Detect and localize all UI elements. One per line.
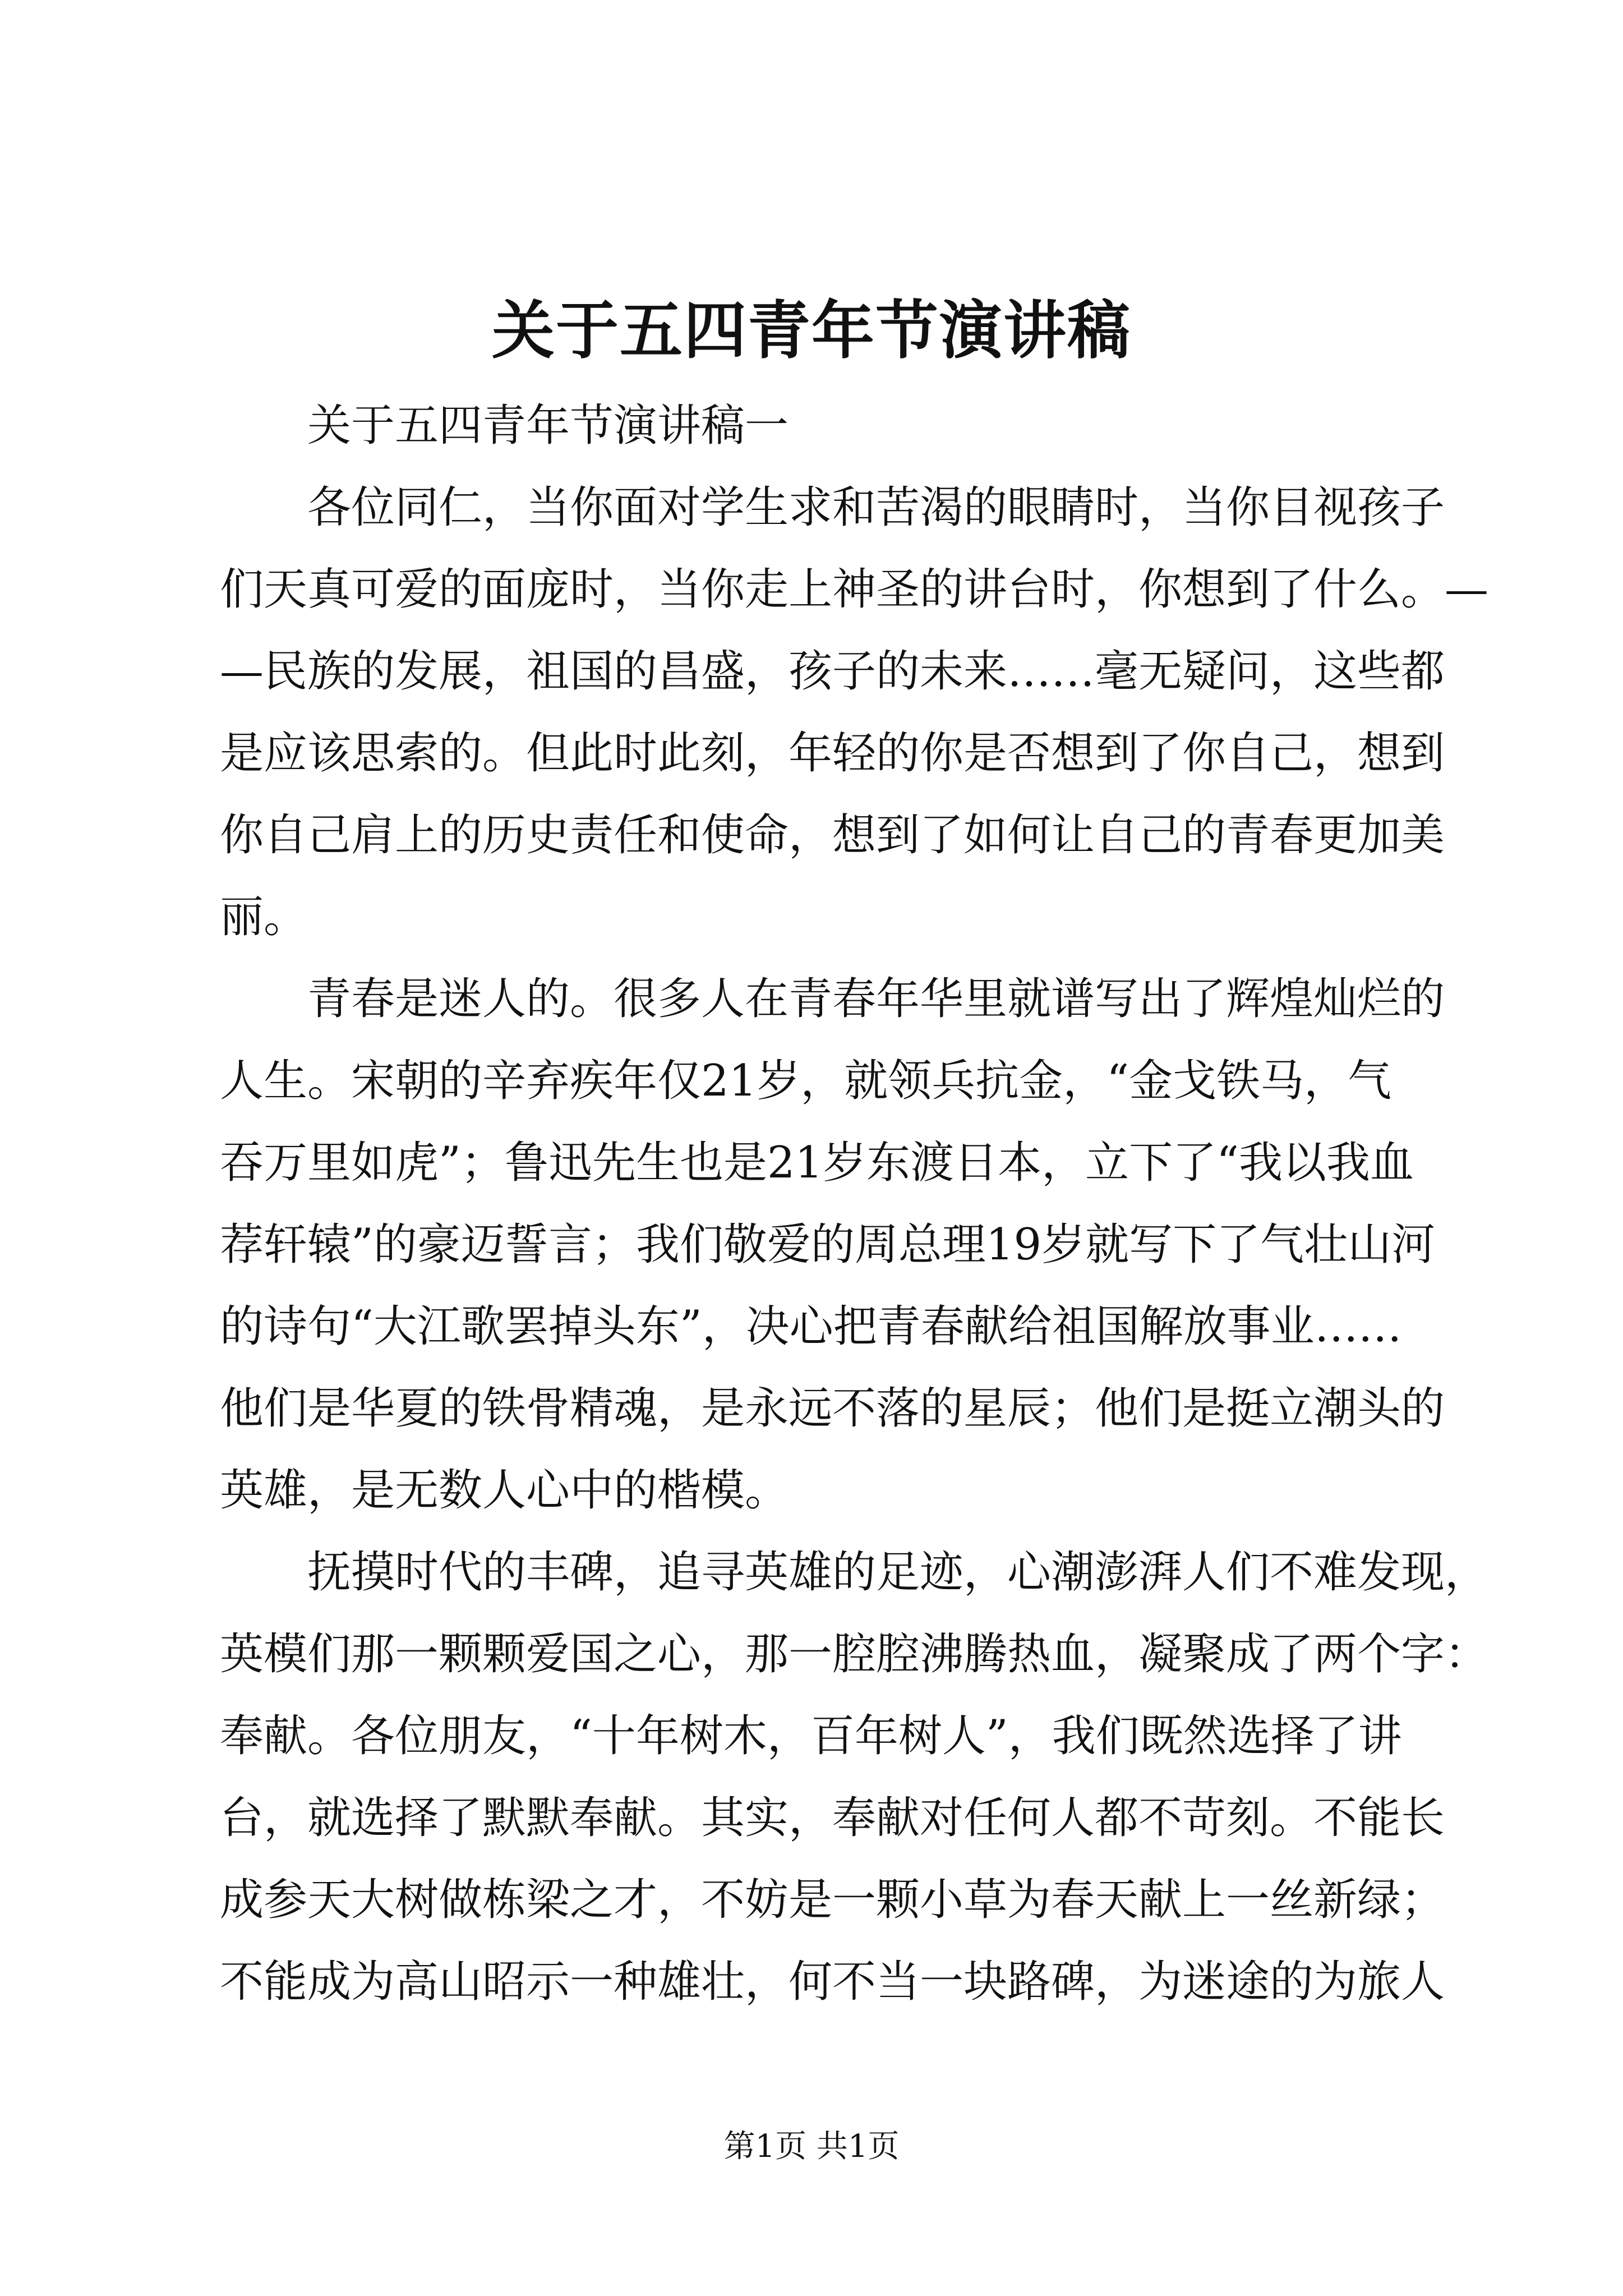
paragraph-line: 的诗句“大江歌罢掉头东”，决心把青春献给祖国解放事业…… <box>220 1301 1402 1352</box>
paragraph-line: 丽。 <box>220 892 308 942</box>
paragraph-line: 英模们那一颗颗爱国之心，那一腔腔沸腾热血，凝聚成了两个字： <box>220 1629 1489 1680</box>
paragraph-line: 成参天大树做栋梁之才，不妨是一颗小草为春天献上一丝新绿； <box>220 1875 1445 1925</box>
paragraph-line: 各位同仁，当你面对学生求和苦渴的眼睛时，当你目视孩子 <box>307 482 1445 533</box>
subtitle-line: 关于五四青年节演讲稿一 <box>307 401 789 451</box>
paragraph-line: 他们是华夏的铁骨精魂，是永远不落的星辰；他们是挺立潮头的 <box>220 1383 1445 1434</box>
paragraph-line: 英雄，是无数人心中的楷模。 <box>220 1465 789 1516</box>
document-title: 关于五四青年节演讲稿 <box>492 294 1131 367</box>
paragraph-line: 吞万里如虎”；鲁迅先生也是21岁东渡日本，立下了“我以我血 <box>220 1138 1414 1188</box>
paragraph-line: 不能成为高山昭示一种雄壮，何不当一块路碑，为迷途的为旅人 <box>220 1957 1445 2007</box>
paragraph-line: 台，就选择了默默奉献。其实，奉献对任何人都不苛刻。不能长 <box>220 1793 1445 1843</box>
paragraph-line: —民族的发展，祖国的昌盛，孩子的未来……毫无疑问，这些都 <box>220 646 1445 697</box>
paragraph-line: 青春是迷人的。很多人在青春年华里就谱写出了辉煌灿烂的 <box>307 974 1445 1024</box>
paragraph-1 <box>220 467 1489 958</box>
paragraph-line: 荐轩辕”的豪迈誓言；我们敬爱的周总理19岁就写下了气壮山河 <box>220 1220 1436 1270</box>
subtitle-paragraph <box>220 385 1426 467</box>
paragraph-2 <box>220 958 1445 1531</box>
document-body <box>220 385 1489 2023</box>
paragraph-line: 抚摸时代的丰碑，追寻英雄的足迹，心潮澎湃人们不难发现， <box>307 1547 1489 1598</box>
paragraph-line: 们天真可爱的面庞时，当你走上神圣的讲台时，你想到了什么。— <box>220 564 1489 615</box>
paragraph-line: 你自己肩上的历史责任和使命，想到了如何让自己的青春更加美 <box>220 810 1445 861</box>
paragraph-3 <box>220 1531 1489 2023</box>
page-footer: 第1页 共1页 <box>723 2128 900 2165</box>
paragraph-line: 是应该思索的。但此时此刻，年轻的你是否想到了你自己，想到 <box>220 728 1445 779</box>
paragraph-line: 奉献。各位朋友，“十年树木，百年树人”，我们既然选择了讲 <box>220 1711 1402 1761</box>
paragraph-line: 人生。宋朝的辛弃疾年仅21岁，就领兵抗金，“金戈铁马，气 <box>220 1056 1392 1106</box>
